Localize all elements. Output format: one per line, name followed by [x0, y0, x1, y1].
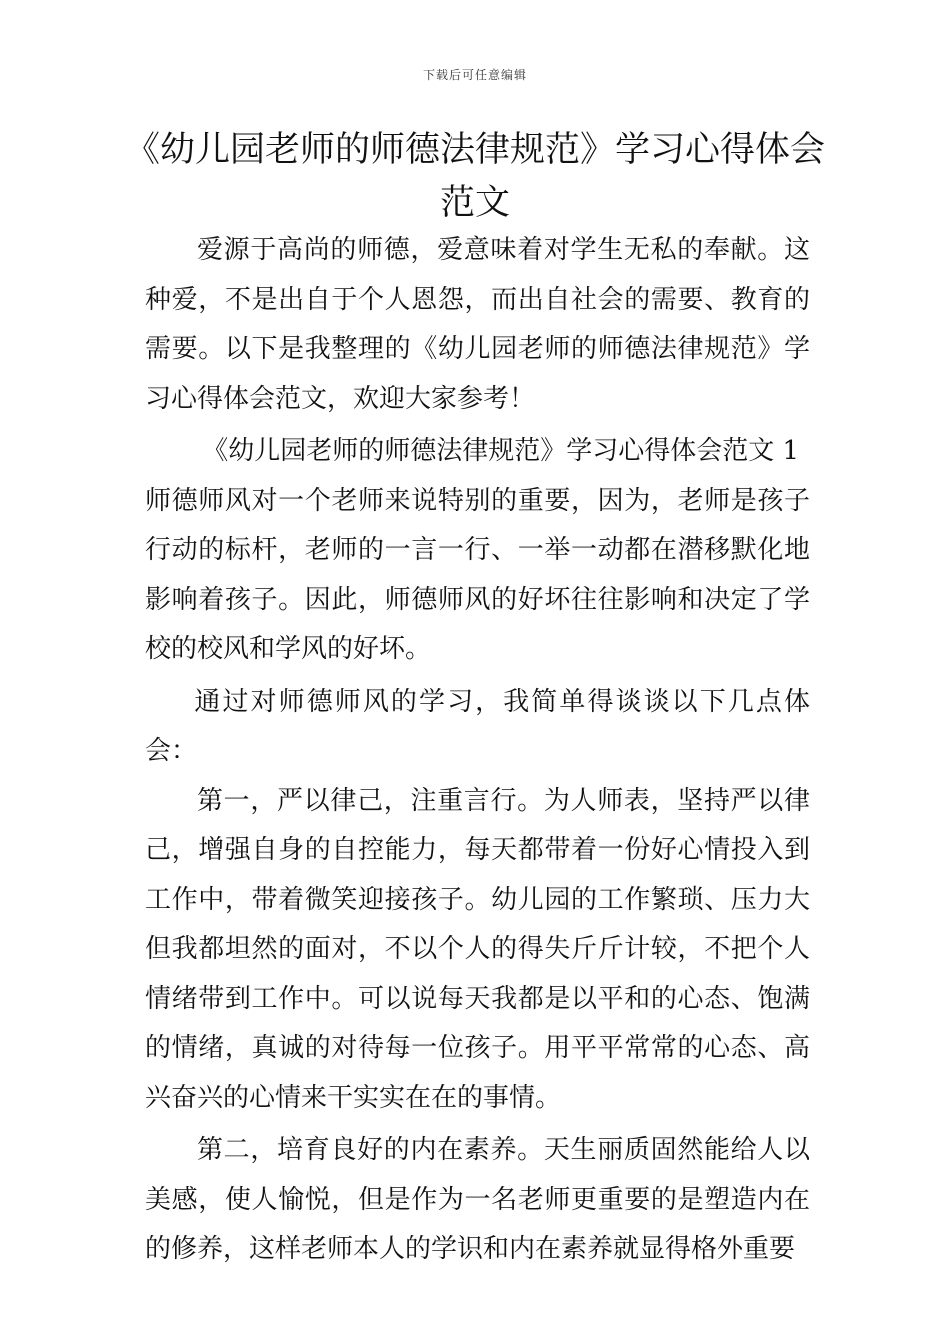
body-paragraph: 师德师风对一个老师来说特别的重要，因为，老师是孩子行动的标杆，老师的一言一行、一举一动都在潜移默化地影响着孩子。因此，师德师风的好坏往往影响和决定了学校的校风和学风的好坏。 — [145, 485, 810, 664]
section-heading: 《幼儿园老师的师德法律规范》学习心得体会范文 1 — [202, 436, 799, 466]
document-body — [145, 226, 810, 1275]
body-paragraph: 通过对师德师风的学习，我简单得谈谈以下几点体会： — [145, 686, 810, 766]
header-note: 下载后可任意编辑 — [422, 68, 527, 82]
intro-paragraph: 爱源于高尚的师德，爱意味着对学生无私的奉献。这种爱，不是出自于个人恩怨，而出自社会的需要、教育的需要。以下是我整理的《幼儿园老师的师德法律规范》学习心得体会范文，欢迎大家参考！ — [145, 235, 810, 414]
page-title: 《幼儿园老师的师德法律规范》学习心得体会范文 — [124, 130, 825, 223]
body-paragraph: 第一，严以律己，注重言行。为人师表，坚持严以律己，增强自身的自控能力，每天都带着一份好心情投入到工作中，带着微笑迎接孩子。幼儿园的工作繁琐、压力大但我都坦然的面对，不以个人的得失斤斤计较，不把个人情绪带到工作中。可以说每天我都是以平和的心态、饱满的情绪，真诚的对待每一位孩子。用平平常常的心态、高兴奋兴的心情来干实实在在的事情。 — [145, 785, 810, 1113]
body-paragraph: 第二，培育良好的内在素养。天生丽质固然能给人以美感，使人愉悦，但是作为一名老师更重要的是塑造内在的修养，这样老师本人的学识和内在素养就显得格外重要 — [145, 1135, 810, 1264]
